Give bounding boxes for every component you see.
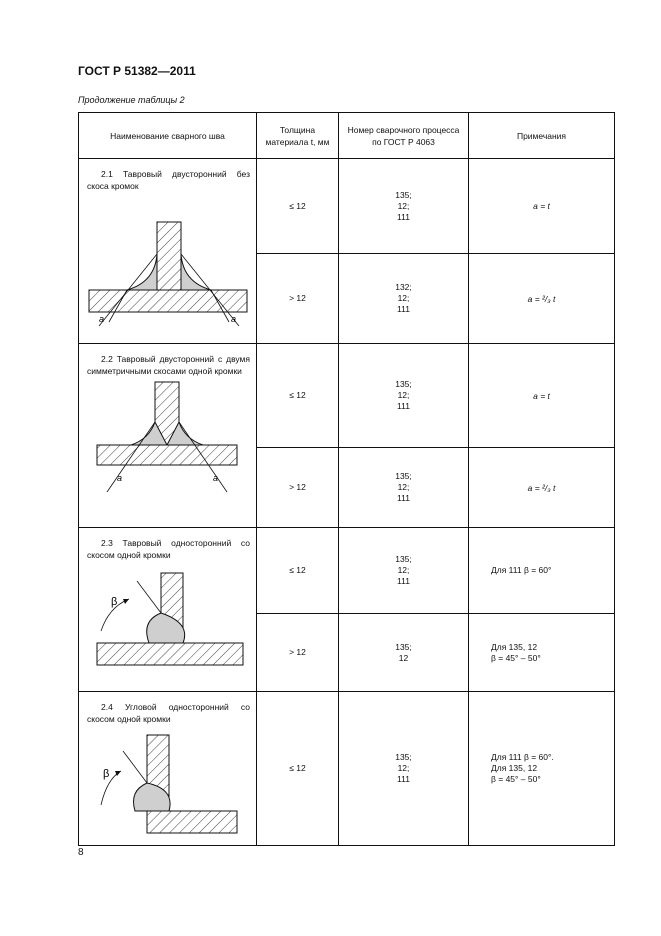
process-cell: 135; 12; 111 <box>339 344 469 448</box>
weld-diagram-2-1 <box>79 192 255 332</box>
process-cell: 135; 12; 111 <box>339 159 469 254</box>
dim-label-a: a <box>231 314 237 324</box>
table-row <box>79 692 615 846</box>
angle-label-beta: β <box>111 596 118 608</box>
weld-name: 2.1 Тавровый двусторонний без скоса кромок <box>87 169 250 191</box>
thickness-cell: ≤ 12 <box>257 692 339 846</box>
thickness-cell: ≤ 12 <box>257 344 339 448</box>
thickness-cell: > 12 <box>257 254 339 344</box>
process-cell: 135; 12 <box>339 614 469 692</box>
dim-label-a: a <box>117 473 123 483</box>
header-name: Наименование сварного шва <box>79 113 257 159</box>
weld-name-cell <box>79 344 257 528</box>
table-row <box>79 528 615 614</box>
thickness-cell: > 12 <box>257 448 339 528</box>
header-thickness: Толщина материала t, мм <box>257 113 339 159</box>
weld-diagram-2-3 <box>79 561 255 681</box>
table-caption: Продолжение таблицы 2 <box>78 95 185 105</box>
weld-diagram-2-4 <box>79 725 255 845</box>
note-cell: Для 111 β = 60° <box>469 528 615 614</box>
table-row <box>79 344 615 448</box>
weld-name: 2.2 Тавровый двусторонний с двумя симметричными скосами одной кромки <box>87 354 250 376</box>
note-cell: Для 111 β = 60°. Для 135, 12 β = 45° – 50° <box>469 692 615 846</box>
weld-name-cell <box>79 528 257 692</box>
thickness-cell: ≤ 12 <box>257 159 339 254</box>
header-notes: Примечания <box>469 113 615 159</box>
note-cell: Для 135, 12 β = 45° – 50° <box>469 614 615 692</box>
note-cell: a = t <box>469 344 615 448</box>
weld-table <box>78 112 615 846</box>
header-process: Номер сварочного процесса по ГОСТ Р 4063 <box>339 113 469 159</box>
weld-name-cell <box>79 159 257 344</box>
process-cell: 135; 12; 111 <box>339 448 469 528</box>
note-cell: a = t <box>469 159 615 254</box>
table-header-row <box>79 113 615 159</box>
dim-label-a: a <box>99 314 105 324</box>
process-cell: 135; 12; 111 <box>339 692 469 846</box>
table-row <box>79 159 615 254</box>
weld-name: 2.4 Угловой односторонний со скосом одной кромки <box>87 702 250 724</box>
process-cell: 132; 12; 111 <box>339 254 469 344</box>
process-cell: 135; 12; 111 <box>339 528 469 614</box>
weld-diagram-2-2 <box>79 377 255 507</box>
note-cell: a = ²/₃ t <box>469 254 615 344</box>
thickness-cell: ≤ 12 <box>257 528 339 614</box>
weld-name: 2.3 Тавровый односторонний со скосом одной кромки <box>87 538 250 560</box>
note-cell: a = ²/₃ t <box>469 448 615 528</box>
thickness-cell: > 12 <box>257 614 339 692</box>
document-header: ГОСТ Р 51382—2011 <box>78 64 196 78</box>
angle-label-beta: β <box>103 768 110 780</box>
dim-label-a: a <box>213 473 219 483</box>
page-number: 8 <box>78 847 84 858</box>
weld-name-cell <box>79 692 257 846</box>
